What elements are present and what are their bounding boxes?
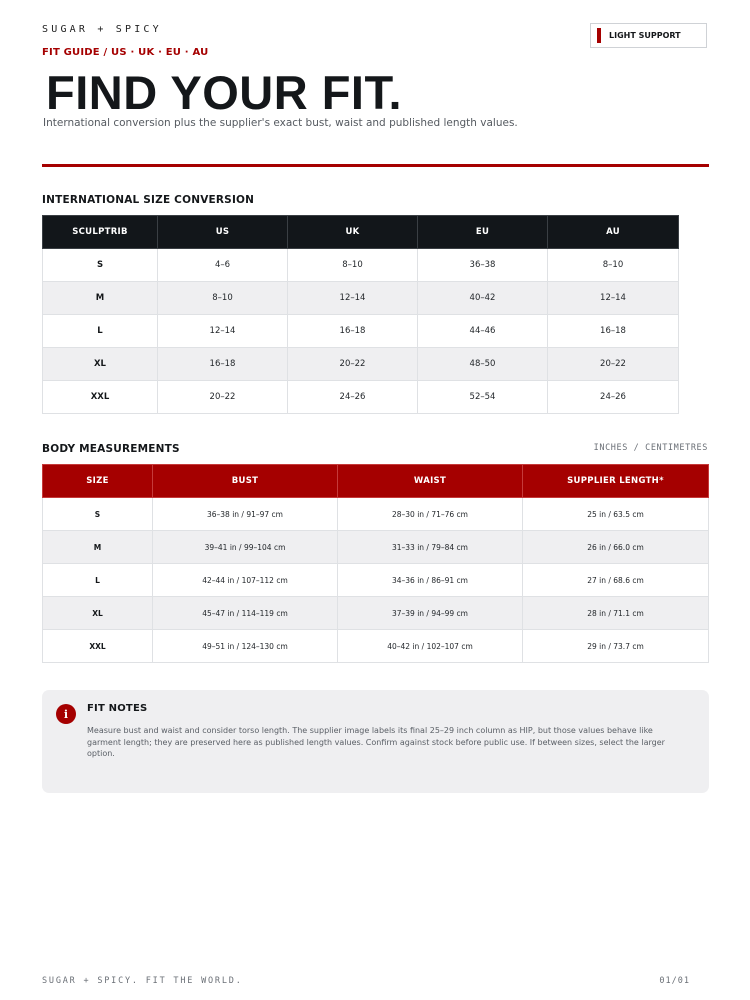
conversion-header-cell: EU: [418, 216, 548, 249]
table-cell: 48–50: [418, 348, 548, 381]
table-cell: 16–18: [158, 348, 288, 381]
table-cell: 20–22: [288, 348, 418, 381]
conversion-header-cell: UK: [288, 216, 418, 249]
brand-wordmark: SUGAR + SPICY: [42, 24, 162, 35]
table-cell: 8–10: [548, 249, 679, 282]
accent-divider: [42, 164, 709, 167]
support-badge: [590, 23, 707, 48]
size-cell: M: [43, 531, 153, 564]
measurements-table: [42, 464, 709, 663]
table-cell: 16–18: [288, 315, 418, 348]
table-cell: 39–41 in / 99–104 cm: [153, 531, 338, 564]
table-row: [43, 249, 679, 282]
table-row: [43, 531, 709, 564]
table-cell: 36–38: [418, 249, 548, 282]
measurements-header-cell: SUPPLIER LENGTH*: [523, 465, 709, 498]
eyebrow-label: FIT GUIDE / US · UK · EU · AU: [42, 47, 209, 58]
size-cell: XXL: [43, 630, 153, 663]
table-cell: 8–10: [288, 249, 418, 282]
table-cell: 34–36 in / 86–91 cm: [338, 564, 523, 597]
measurements-header-cell: BUST: [153, 465, 338, 498]
size-cell: XL: [43, 348, 158, 381]
table-cell: 24–26: [288, 381, 418, 414]
fit-notes-body: Measure bust and waist and consider torso length. The supplier image labels its final 25–29 inch column as HIP, but those values behave like garment length; they are preserved here as published length values. Confirm against stock before public use. If between sizes, select the larger option.: [87, 726, 665, 758]
badge-label: LIGHT SUPPORT: [609, 31, 681, 40]
table-row: [43, 348, 679, 381]
table-cell: 28–30 in / 71–76 cm: [338, 498, 523, 531]
table-cell: 28 in / 71.1 cm: [523, 597, 709, 630]
table-cell: 45–47 in / 114–119 cm: [153, 597, 338, 630]
table-cell: 26 in / 66.0 cm: [523, 531, 709, 564]
size-cell: S: [43, 498, 153, 531]
conversion-section-title: INTERNATIONAL SIZE CONVERSION: [42, 194, 255, 206]
conversion-header-row: [43, 216, 679, 249]
table-cell: 40–42: [418, 282, 548, 315]
table-cell: 40–42 in / 102–107 cm: [338, 630, 523, 663]
conversion-header-cell: SCULPTRIB: [43, 216, 158, 249]
table-cell: 20–22: [548, 348, 679, 381]
size-cell: L: [43, 315, 158, 348]
table-cell: 8–10: [158, 282, 288, 315]
table-cell: 36–38 in / 91–97 cm: [153, 498, 338, 531]
size-cell: L: [43, 564, 153, 597]
page-title: FIND YOUR FIT.: [46, 66, 403, 119]
footer-tagline: SUGAR + SPICY. FIT THE WORLD.: [42, 976, 243, 986]
fit-notes-title: FIT NOTES: [87, 703, 148, 714]
page-number: 01/01: [659, 976, 690, 986]
measurements-header-row: [43, 465, 709, 498]
size-cell: M: [43, 282, 158, 315]
size-cell: XL: [43, 597, 153, 630]
table-cell: 44–46: [418, 315, 548, 348]
table-cell: 31–33 in / 79–84 cm: [338, 531, 523, 564]
info-icon: i: [56, 704, 76, 724]
measurements-header-cell: SIZE: [43, 465, 153, 498]
table-row: [43, 630, 709, 663]
size-cell: S: [43, 249, 158, 282]
table-cell: 20–22: [158, 381, 288, 414]
measurements-section-title: BODY MEASUREMENTS: [42, 443, 180, 455]
table-cell: 24–26: [548, 381, 679, 414]
table-cell: 42–44 in / 107–112 cm: [153, 564, 338, 597]
table-cell: 4–6: [158, 249, 288, 282]
size-cell: XXL: [43, 381, 158, 414]
table-row: [43, 315, 679, 348]
table-cell: 29 in / 73.7 cm: [523, 630, 709, 663]
table-cell: 12–14: [548, 282, 679, 315]
table-cell: 12–14: [288, 282, 418, 315]
table-row: [43, 564, 709, 597]
table-cell: 25 in / 63.5 cm: [523, 498, 709, 531]
badge-accent-bar: [597, 28, 601, 43]
table-row: [43, 282, 679, 315]
table-cell: 37–39 in / 94–99 cm: [338, 597, 523, 630]
measurements-header-cell: WAIST: [338, 465, 523, 498]
table-cell: 52–54: [418, 381, 548, 414]
page-subtitle: International conversion plus the supplier's exact bust, waist and published length values.: [43, 117, 518, 129]
conversion-table: [42, 215, 679, 414]
table-row: [43, 498, 709, 531]
fit-notes-panel: [42, 690, 709, 793]
table-cell: 49–51 in / 124–130 cm: [153, 630, 338, 663]
table-cell: 12–14: [158, 315, 288, 348]
conversion-header-cell: US: [158, 216, 288, 249]
table-row: [43, 597, 709, 630]
table-row: [43, 381, 679, 414]
conversion-header-cell: AU: [548, 216, 679, 249]
table-cell: 27 in / 68.6 cm: [523, 564, 709, 597]
table-cell: 16–18: [548, 315, 679, 348]
units-label: INCHES / CENTIMETRES: [593, 443, 708, 453]
